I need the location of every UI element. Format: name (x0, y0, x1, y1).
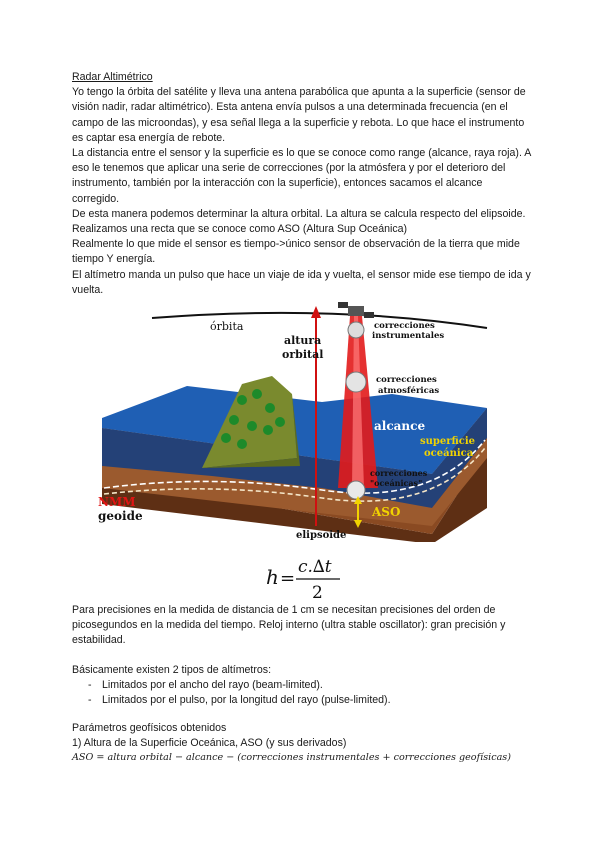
label-corr-oce-2: "oceánicas" (370, 478, 423, 488)
types-intro: Básicamente existen 2 tipos de altímetros: (72, 664, 272, 676)
satellite-icon (338, 302, 374, 318)
params-heading: Parámetros geofísicos obtenidos (72, 722, 227, 734)
tree (265, 403, 275, 413)
altitude-arrow-head (311, 306, 321, 318)
tree (247, 421, 257, 431)
paragraph-3: De esta manera podemos determinar la altura orbital. La altura se calcula respecto del elipsoide. Realizamos una recta que se conoce como ASO (Altura Sup Oceánica) (72, 207, 526, 236)
section-title: Radar Altimétrico (72, 71, 153, 83)
tree (229, 415, 239, 425)
list-item (72, 678, 532, 693)
label-geoide: geoide (98, 509, 143, 523)
label-corr-instr-1: correcciones (374, 321, 435, 331)
paragraph-5: El altímetro manda un pulso que hace un viaje de ida y vuelta, el sensor mide ese tiempo de ida y vuelta. (72, 268, 531, 296)
tree (275, 417, 285, 427)
label-elipsoide: elipsoide (296, 530, 347, 541)
tree (263, 425, 273, 435)
ocean-correction-sphere (347, 481, 365, 499)
formula-equals: = (280, 568, 296, 589)
label-superficie-1: superficie (420, 436, 476, 447)
paragraph-4: Realmente lo que mide el sensor es tiempo->único sensor de observación de la tierra que mide tiempo Y energía. (72, 238, 520, 266)
tree (237, 395, 247, 405)
formula-denominator: 2 (312, 583, 323, 603)
instrumental-correction-sphere (348, 322, 364, 338)
label-nmm: NMM (98, 495, 136, 509)
params-item-1: 1) Altura de la Superficie Oceánica, ASO (y sus derivados) (72, 737, 347, 750)
label-superficie-2: oceánica (424, 448, 474, 459)
label-corr-oce-1: correcciones (370, 468, 428, 478)
precision-paragraph: Para precisiones en la medida de distancia de 1 cm se necesitan precisiones del orden de picosegundos en la medida del tiempo. Reloj interno (ultra stable oscillator): gran precisión y estabilidad. (72, 604, 506, 647)
label-corr-instr-2: instrumentales (372, 331, 445, 341)
types-block (72, 663, 532, 709)
paragraph-2: La distancia entre el sensor y la superficie es lo que se conoce como range (alcance, raya roja). A eso le tenemos que aplicar una serie de correcciones (por la atmósfera y por el deterioro del instrumento, también por la interacción con la superficie), entonces sacamos el alcance corregido. (72, 147, 531, 205)
types-list (72, 678, 532, 708)
label-aso: ASO (372, 505, 401, 519)
altitude-formula (262, 550, 342, 606)
atmospheric-correction-sphere (346, 372, 366, 392)
altimetry-diagram (92, 298, 512, 542)
dash-bullet: - (88, 679, 92, 692)
paragraph-1: Yo tengo la órbita del satélite y lleva una antena parabólica que apunta a la superficie (sensor de visión nadir, radar altimétrico). Esta antena envía pulsos a una determinada frecuencia (en el campo de las microondas), y esa señal llega a la superficie y rebota. Lo que hace el instrumento es captar esa energía de rebote. (72, 86, 526, 144)
list-item-text: Limitados por el pulso, por la longitud del rayo (pulse-limited). (102, 694, 391, 707)
list-item (72, 693, 532, 708)
label-corr-atm-1: correcciones (376, 375, 437, 385)
aso-equation: ASO = altura orbital − alcance − (correcciones instrumentales + correcciones geofísicas) (72, 752, 511, 763)
tree (237, 439, 247, 449)
label-altura-1: altura (284, 334, 322, 347)
dash-bullet: - (88, 694, 92, 707)
params-block (72, 721, 532, 751)
precision-block (72, 603, 532, 649)
formula-numerator: c.∆t (298, 557, 332, 577)
tree (221, 433, 231, 443)
label-altura-2: orbital (282, 348, 324, 361)
label-orbita: órbita (210, 320, 244, 333)
label-corr-atm-2: atmosféricas (378, 386, 440, 396)
formula-lhs: h (266, 565, 279, 589)
tree (252, 389, 262, 399)
list-item-text: Limitados por el ancho del rayo (beam-limited). (102, 679, 323, 692)
label-alcance: alcance (374, 419, 426, 433)
intro-block (72, 70, 532, 298)
